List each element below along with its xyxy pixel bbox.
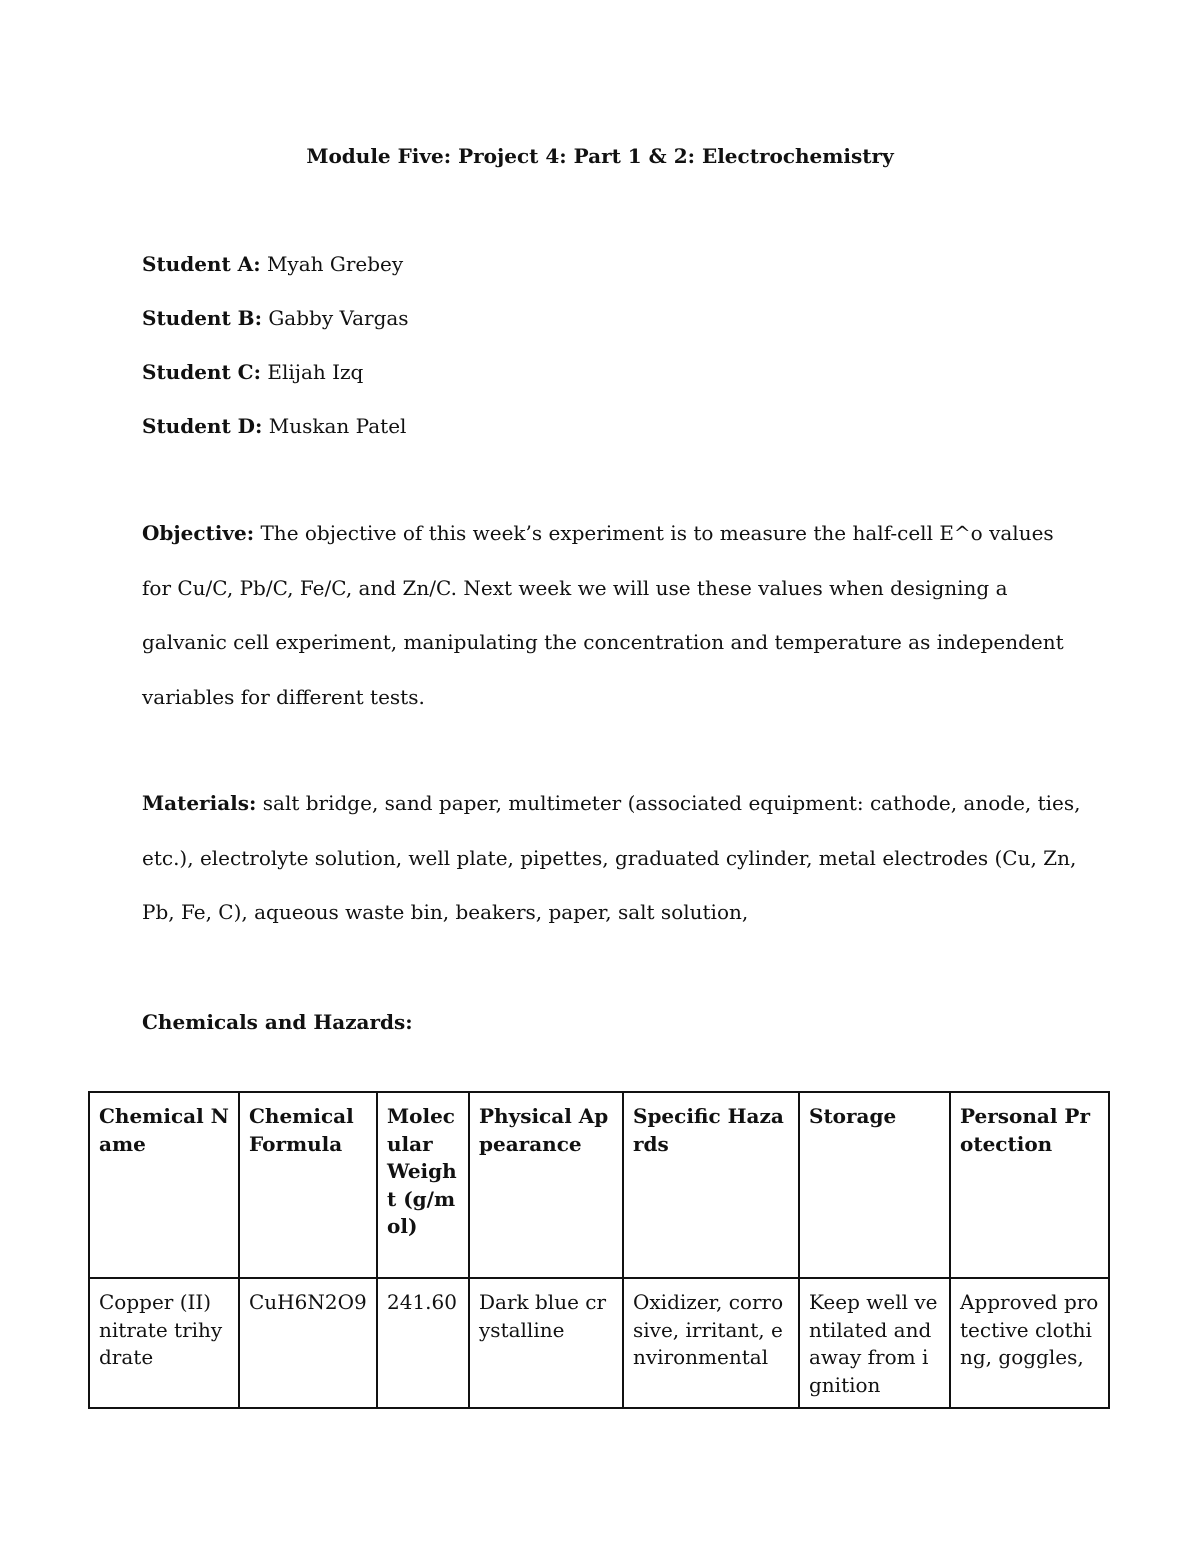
student-b-line [142,304,409,332]
materials-text: salt bridge, sand paper, multimeter (associated equipment: cathode, anode, ties, etc.), electrolyte solution, well plate, pipettes, graduated cylinder, metal electrodes (Cu, Zn, Pb, Fe, C), aqueous waste bin, beakers, paper, salt solution, [142,791,1081,924]
table-cell: Dark blue crystalline [469,1278,623,1408]
column-header: Molecular Weight (g/mol) [377,1092,469,1278]
table-cell: Oxidizer, corrosive, irritant, environmental [623,1278,799,1408]
objective-label: Objective: [142,521,255,545]
student-c-name: Elijah Izq [267,360,364,384]
table-cell: 241.60 [377,1278,469,1408]
objective-paragraph [142,506,1082,724]
student-b-name: Gabby Vargas [268,306,409,330]
chemicals-hazards-table [88,1091,1110,1409]
column-header: Specific Hazards [623,1092,799,1278]
student-d-line [142,412,406,440]
column-header: Chemical Name [89,1092,239,1278]
table-header-row [89,1092,1109,1278]
table-cell: CuH6N2O9 [239,1278,377,1408]
table-cell: Approved protective clothing, goggles, [950,1278,1109,1408]
student-a-name: Myah Grebey [266,252,404,276]
student-d-name: Muskan Patel [268,414,407,438]
student-c-label: Student C: [142,360,261,384]
table-row [89,1278,1109,1408]
column-header: Storage [799,1092,950,1278]
chemicals-heading: Chemicals and Hazards: [142,1010,413,1034]
materials-paragraph [142,776,1082,940]
page-title: Module Five: Project 4: Part 1 & 2: Electrochemistry [306,144,894,168]
materials-label: Materials: [142,791,257,815]
column-header: Physical Appearance [469,1092,623,1278]
table-cell: Keep well ventilated and away from ignition [799,1278,950,1408]
table-cell: Copper (II) nitrate trihydrate [89,1278,239,1408]
student-a-label: Student A: [142,252,261,276]
student-c-line [142,358,363,386]
student-b-label: Student B: [142,306,262,330]
column-header: Personal Protection [950,1092,1109,1278]
column-header: Chemical Formula [239,1092,377,1278]
objective-text: The objective of this week’s experiment is to measure the half-cell E^o values for Cu/C, Pb/C, Fe/C, and Zn/C. Next week we will use these values when designing a galvanic cell experiment, manipulating the concentration and temperature as independent variables for different tests. [142,521,1064,709]
student-d-label: Student D: [142,414,263,438]
student-a-line [142,250,403,278]
